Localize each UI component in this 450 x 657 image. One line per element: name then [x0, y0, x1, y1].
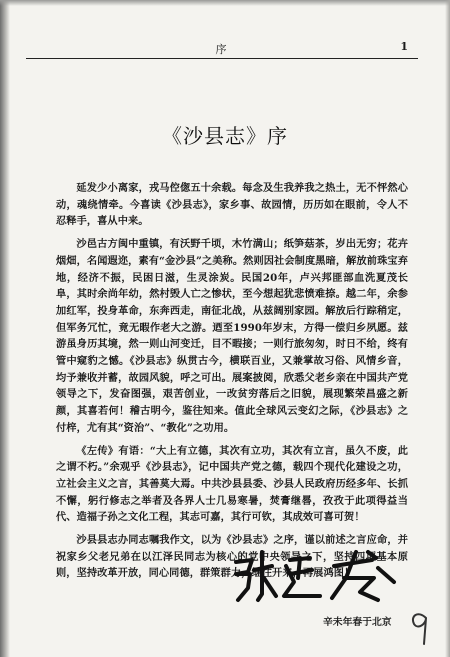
- page-title: 《沙县志》序: [162, 124, 288, 148]
- scan-shadow-left: [0, 0, 10, 657]
- running-header: [26, 40, 418, 58]
- running-title: 序: [215, 43, 229, 56]
- paragraph: 沙邑古方闽中重镇，有沃野千顷，木竹满山；纸笋菇茶，岁出无穷；花卉烟畑，名闻遐迩，素有“金沙县”之美称。然则因社会制度黑暗，解放前珠宝弃地，经济不振，民困日滋，生灵涂炭。民国20年，卢兴邦匪部血洗夏茂长阜，其时余尚年幼，然村毁人亡之惨状，至今想起犹悲愤难捺。越二年，余参加红军，投身革命，东奔西走，南征北战，从兹阔别家园。解放后行踪稍定，但军务冗忙，竟无暇作老大之游。迺至1990年岁末，方得一偿归乡夙愿。兹游虽身历其境，然一则山河变迁，目不暇接；一则行旅匆匆，时日不给，终有管中窥豹之憾。《沙县志》纵贯古今，横联百业，又兼掌故习俗、风情乡音，均予兼收并蓄，故园风貌，呼之可出。展案披阅，欣悉父老乡亲在中国共产党领导之下，发奋图强，艰苦创业，一改贫穷落后之旧貌，展现繁荣昌盛之新颜，其喜若何！稽古明今，鉴往知来。值此全球风云变幻之际，《沙县志》之付梓，尤有其“资治”、“教化”之功用。: [56, 238, 408, 434]
- dateline: 辛未年春于北京: [323, 617, 392, 628]
- page-number: 1: [400, 40, 408, 53]
- handwritten-page-number: [408, 608, 434, 648]
- paragraph: 沙县县志办同志嘱我作文，以为《沙县志》之序，谨以前述之言应命，并祝家乡父老兄弟在以江泽民同志为核心的党中央领导之下，坚持四项基本原则，坚持改革开放，同心同德，群策群力，继往开来，再展鸿图！: [56, 534, 408, 580]
- handwritten-signature: [228, 548, 398, 606]
- scan-shadow-right: [445, 0, 450, 657]
- paragraph: 延发少小离家，戎马倥偬五十余载。每念及生我养我之热土，无不怦然心动，魂绕情牵。今喜读《沙县志》，家乡事、故园情，历历如在眼前，令人不忍释手，喜从中来。: [56, 182, 408, 228]
- header-rule: [26, 58, 418, 59]
- paragraph: 《左传》有语：“大上有立德，其次有立功，其次有立言，虽久不废，此之谓不朽。”余观乎《沙县志》，记中国共产党之德，载四个现代化建设之功，立社会主义之言，其善莫大焉。中共沙县县委、沙县人民政府历经多年、长抓不懈，躬行修志之举者及各界人士几易寒暑，焚膏继晷，孜孜于此项得益当代、造福子孙之文化工程，其志可嘉，其行可钦，其成效可喜可贺！: [56, 444, 408, 524]
- scan-shadow-top: [0, 0, 450, 6]
- preface-body: [56, 180, 408, 588]
